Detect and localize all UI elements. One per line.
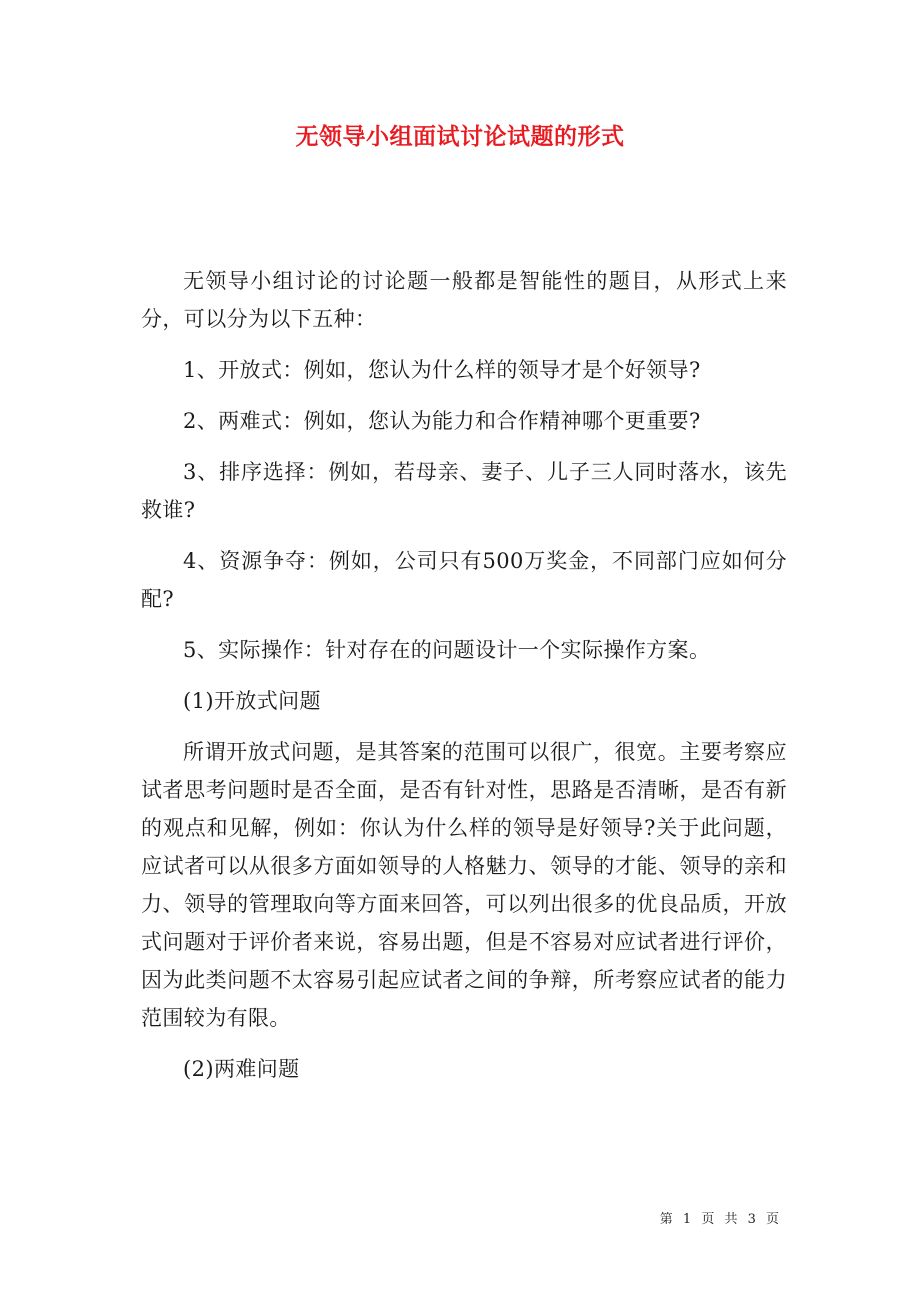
document-body: [141, 262, 787, 1101]
list-item-ranking: 3、排序选择：例如，若母亲、妻子、儿子三人同时落水，该先救谁?: [141, 460, 787, 522]
page-number: 第 1 页 共 3 页: [659, 1212, 782, 1227]
list-item-practical: 5、实际操作：针对存在的问题设计一个实际操作方案。: [183, 638, 711, 662]
list-item-resource: 4、资源争夺：例如，公司只有500万奖金，不同部门应如何分配?: [141, 549, 787, 611]
list-item-open: 1、开放式：例如，您认为什么样的领导才是个好领导?: [183, 358, 701, 382]
section-heading-open: (1)开放式问题: [183, 689, 321, 713]
paragraph-intro: 无领导小组讨论的讨论题一般都是智能性的题目，从形式上来分，可以分为以下五种：: [141, 269, 787, 331]
document-title: 无领导小组面试讨论试题的形式: [295, 123, 625, 150]
list-item-dilemma: 2、两难式：例如，您认为能力和合作精神哪个更重要?: [183, 409, 701, 433]
paragraph-open-explanation: 所谓开放式问题，是其答案的范围可以很广，很宽。主要考察应试者思考问题时是否全面，是否有针对性，思路是否清晰，是否有新的观点和见解，例如：你认为什么样的领导是好领导?关于此问题，应试者可以从很多方面如领导的人格魅力、领导的才能、领导的亲和力、领导的管理取向等方面来回答，可以列出很多的优良品质，开放式问题对于评价者来说，容易出题，但是不容易对应试者进行评价，因为此类问题不太容易引起应试者之间的争辩，所考察应试者的能力范围较为有限。: [141, 740, 787, 1030]
section-heading-dilemma: (2)两难问题: [183, 1057, 300, 1081]
